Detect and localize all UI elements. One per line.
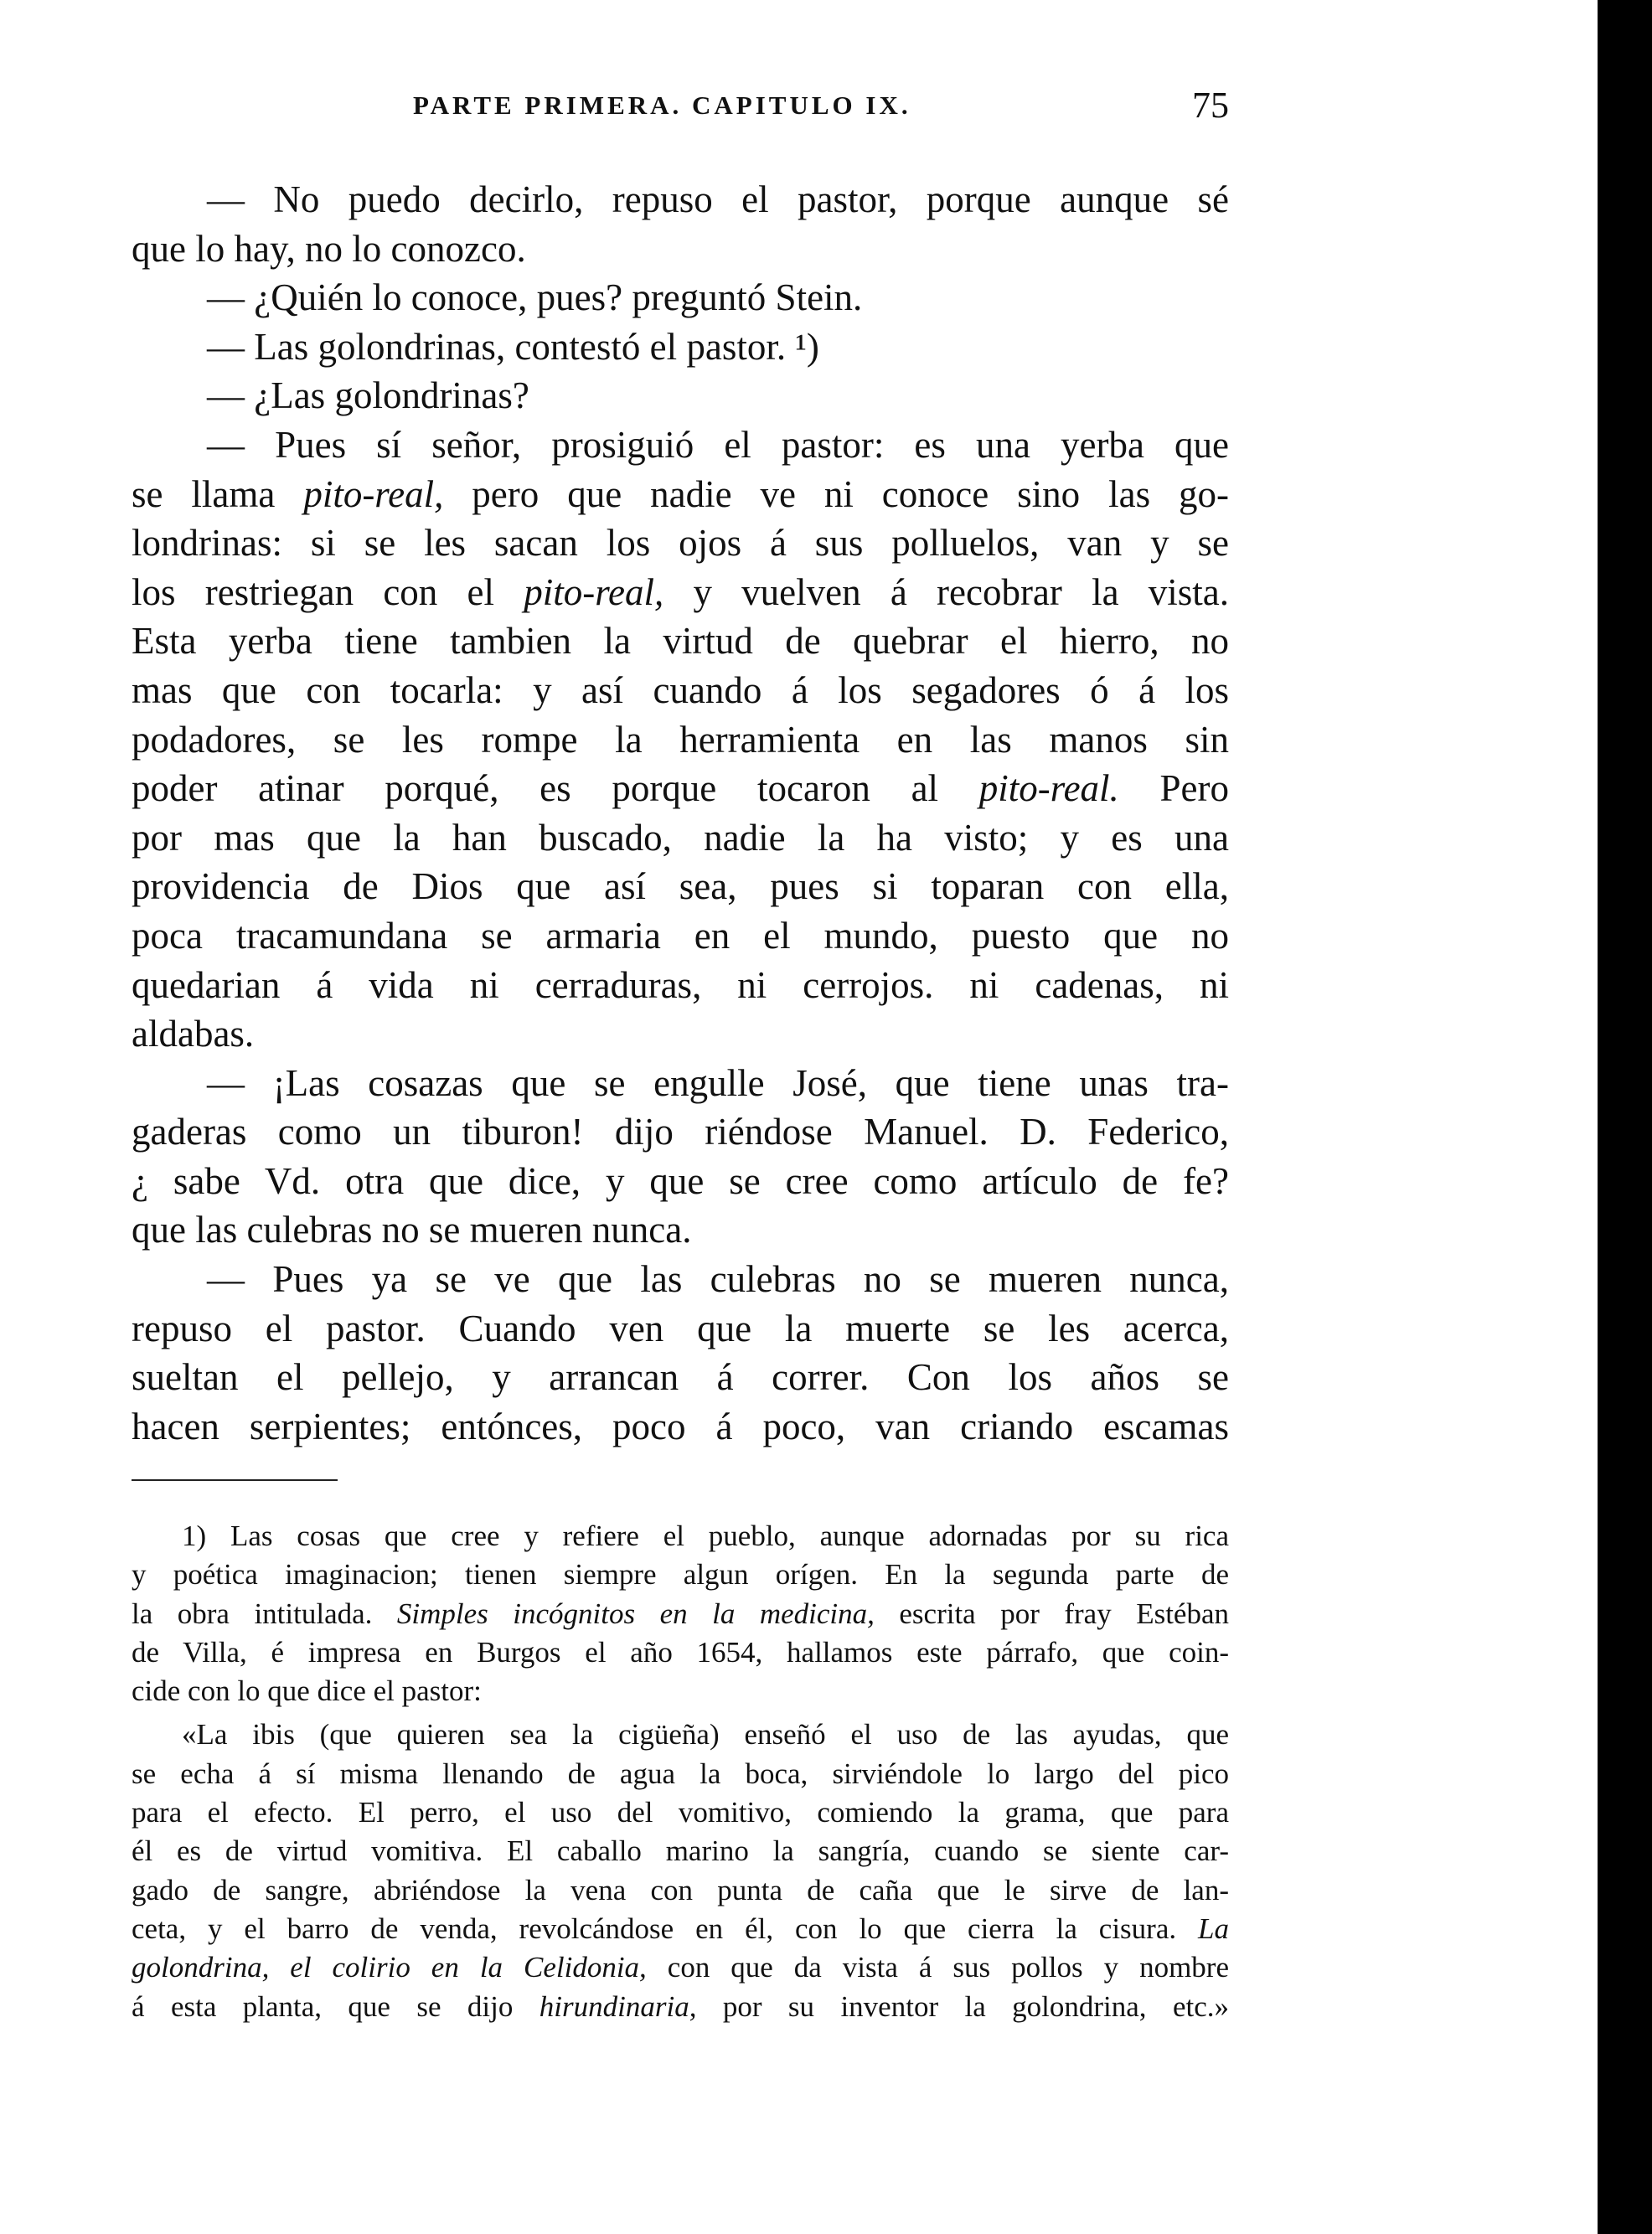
footnote-line (132, 1871, 1229, 1910)
body-line (132, 1059, 1229, 1108)
text-run: — No puedo decirlo, repuso el pastor, porque aunque sé (207, 178, 1229, 220)
text-run: «La ibis (que quieren sea la cigüeña) enseñó el uso de las ayudas, que (182, 1718, 1229, 1752)
footnote-line (132, 1910, 1229, 1948)
body-text (132, 175, 1229, 1451)
footnote-line (132, 1595, 1229, 1633)
text-run: con que da vista á sus pollos y nombre (646, 1951, 1229, 1984)
text-run: de Villa, é impresa en Burgos el año 1654, hallamos este párrafo, que coin- (132, 1635, 1229, 1669)
text-run: 1) Las cosas que cree y refiere el pueblo, aunque adornadas por su rica (182, 1519, 1229, 1552)
text-run: — Pues ya se ve que las culebras no se mueren nunca, (207, 1258, 1229, 1301)
footnote-line (132, 1556, 1229, 1594)
footnote (132, 1517, 1229, 2026)
text-run: que las culebras no se mueren nunca. (132, 1209, 692, 1251)
body-line (132, 1205, 1229, 1255)
text-run: la obra intitulada. (132, 1597, 397, 1630)
text-run: Pero (1118, 767, 1229, 810)
italic-text: hirundinaria, (539, 1989, 697, 2023)
footnote-line (132, 1517, 1229, 1556)
body-line (132, 617, 1229, 666)
text-run: Esta yerba tiene tambien la virtud de quebrar el hierro, no (132, 620, 1229, 663)
body-line (132, 470, 1229, 519)
body-line (132, 224, 1229, 274)
italic-text: pito-real, (524, 570, 664, 613)
text-run: sueltan el pellejo, y arrancan á correr. Con los años se (132, 1356, 1229, 1399)
text-run: quedarian á vida ni cerraduras, ni cerrojos. ni cadenas, ni (132, 963, 1229, 1006)
text-run: y vuelven á recobrar la vista. (663, 570, 1229, 613)
text-run: mas que con tocarla: y así cuando á los segadores ó á los (132, 668, 1229, 711)
italic-text: pito-real, (303, 472, 444, 515)
body-line (132, 1353, 1229, 1402)
body-line (132, 420, 1229, 470)
body-line (132, 322, 1229, 372)
text-run: — ¿Quién lo conoce, pues? preguntó Stein. (207, 276, 863, 319)
body-line (132, 911, 1229, 961)
text-run: pero que nadie ve ni conoce sino las go- (443, 472, 1229, 515)
text-run: ¿ sabe Vd. otra que dice, y que se cree como artículo de fe? (132, 1159, 1229, 1202)
body-line (132, 961, 1229, 1010)
body-line (132, 273, 1229, 322)
text-run: podadores, se les rompe la herramienta en las manos sin (132, 718, 1229, 761)
footnote-line (132, 1832, 1229, 1870)
body-line (132, 568, 1229, 617)
text-run: aldabas. (132, 1013, 255, 1055)
body-line (132, 715, 1229, 765)
body-line (132, 813, 1229, 863)
text-run: hacen serpientes; entónces, poco á poco, van criando escamas (132, 1405, 1229, 1447)
footnote-line (132, 1948, 1229, 1987)
text-run: escrita por fray Estéban (874, 1597, 1229, 1630)
text-run: para el efecto. El perro, el uso del vomitivo, comiendo la grama, que para (132, 1796, 1229, 1829)
text-run: él es de virtud vomitiva. El caballo marino la sangría, cuando se siente car- (132, 1834, 1229, 1868)
body-line (132, 175, 1229, 224)
body-line (132, 1255, 1229, 1304)
italic-text: golondrina, el colirio en la Celidonia, (132, 1951, 647, 1984)
footnote-line (132, 1988, 1229, 2026)
running-title: PARTE PRIMERA. CAPITULO IX. (413, 90, 911, 120)
text-run: gado de sangre, abriéndose la vena con punta de caña que le sirve de lan- (132, 1873, 1229, 1906)
body-line (132, 1402, 1229, 1452)
italic-text: La (1198, 1912, 1229, 1945)
text-run: londrinas: si se les sacan los ojos á sus polluelos, van y se (132, 522, 1229, 565)
text-run: — Las golondrinas, contestó el pastor. ¹) (207, 325, 819, 368)
italic-text: pito-real. (978, 767, 1119, 810)
text-run: se llama (132, 472, 304, 515)
page-number: 75 (1192, 85, 1229, 126)
footnote-line (132, 1715, 1229, 1754)
body-line (132, 1107, 1229, 1157)
footnote-line (132, 1672, 1229, 1710)
scan-black-edge (1598, 0, 1652, 2234)
footnote-line (132, 1755, 1229, 1793)
text-run: providencia de Dios que así sea, pues si toparan con ella, (132, 865, 1229, 908)
text-run: repuso el pastor. Cuando ven que la muerte se les acerca, (132, 1307, 1229, 1349)
italic-text: Simples incógnitos en la medicina, (396, 1597, 875, 1630)
text-run: poca tracamundana se armaria en el mundo, puesto que no (132, 914, 1229, 957)
text-run: por mas que la han buscado, nadie la ha visto; y es una (132, 816, 1229, 859)
footnote-line (132, 1633, 1229, 1672)
body-line (132, 1009, 1229, 1059)
text-run: por su inventor la golondrina, etc.» (696, 1989, 1229, 2023)
text-run: á esta planta, que se dijo (132, 1989, 539, 2023)
text-run: que lo hay, no lo conozco. (132, 227, 526, 270)
text-run: gaderas como un tiburon! dijo riéndose Manuel. D. Federico, (132, 1111, 1229, 1153)
text-run: — Pues sí señor, prosiguió el pastor: es una yerba que (207, 423, 1229, 466)
body-line (132, 1304, 1229, 1354)
text-run: poder atinar porqué, es porque tocaron al (132, 767, 979, 810)
text-run: los restriegan con el (132, 570, 524, 613)
body-line (132, 862, 1229, 911)
body-line (132, 519, 1229, 568)
body-line (132, 1157, 1229, 1206)
text-run: se echa á sí misma llenando de agua la boca, sirviéndole lo largo del pico (132, 1757, 1229, 1790)
text-run: — ¿Las golondrinas? (207, 374, 529, 417)
running-header (132, 84, 1229, 126)
text-run: cide con lo que dice el pastor: (132, 1674, 482, 1708)
footnote-line (132, 1793, 1229, 1832)
text-run: y poética imaginacion; tienen siempre algun orígen. En la segunda parte de (132, 1558, 1229, 1592)
body-line (132, 764, 1229, 813)
body-line (132, 666, 1229, 715)
footnote-rule (132, 1479, 338, 1481)
text-run: ceta, y el barro de venda, revolcándose en él, con lo que cierra la cisura. (132, 1912, 1199, 1945)
body-line (132, 371, 1229, 420)
text-run: — ¡Las cosazas que se engulle José, que tiene unas tra- (207, 1061, 1229, 1104)
